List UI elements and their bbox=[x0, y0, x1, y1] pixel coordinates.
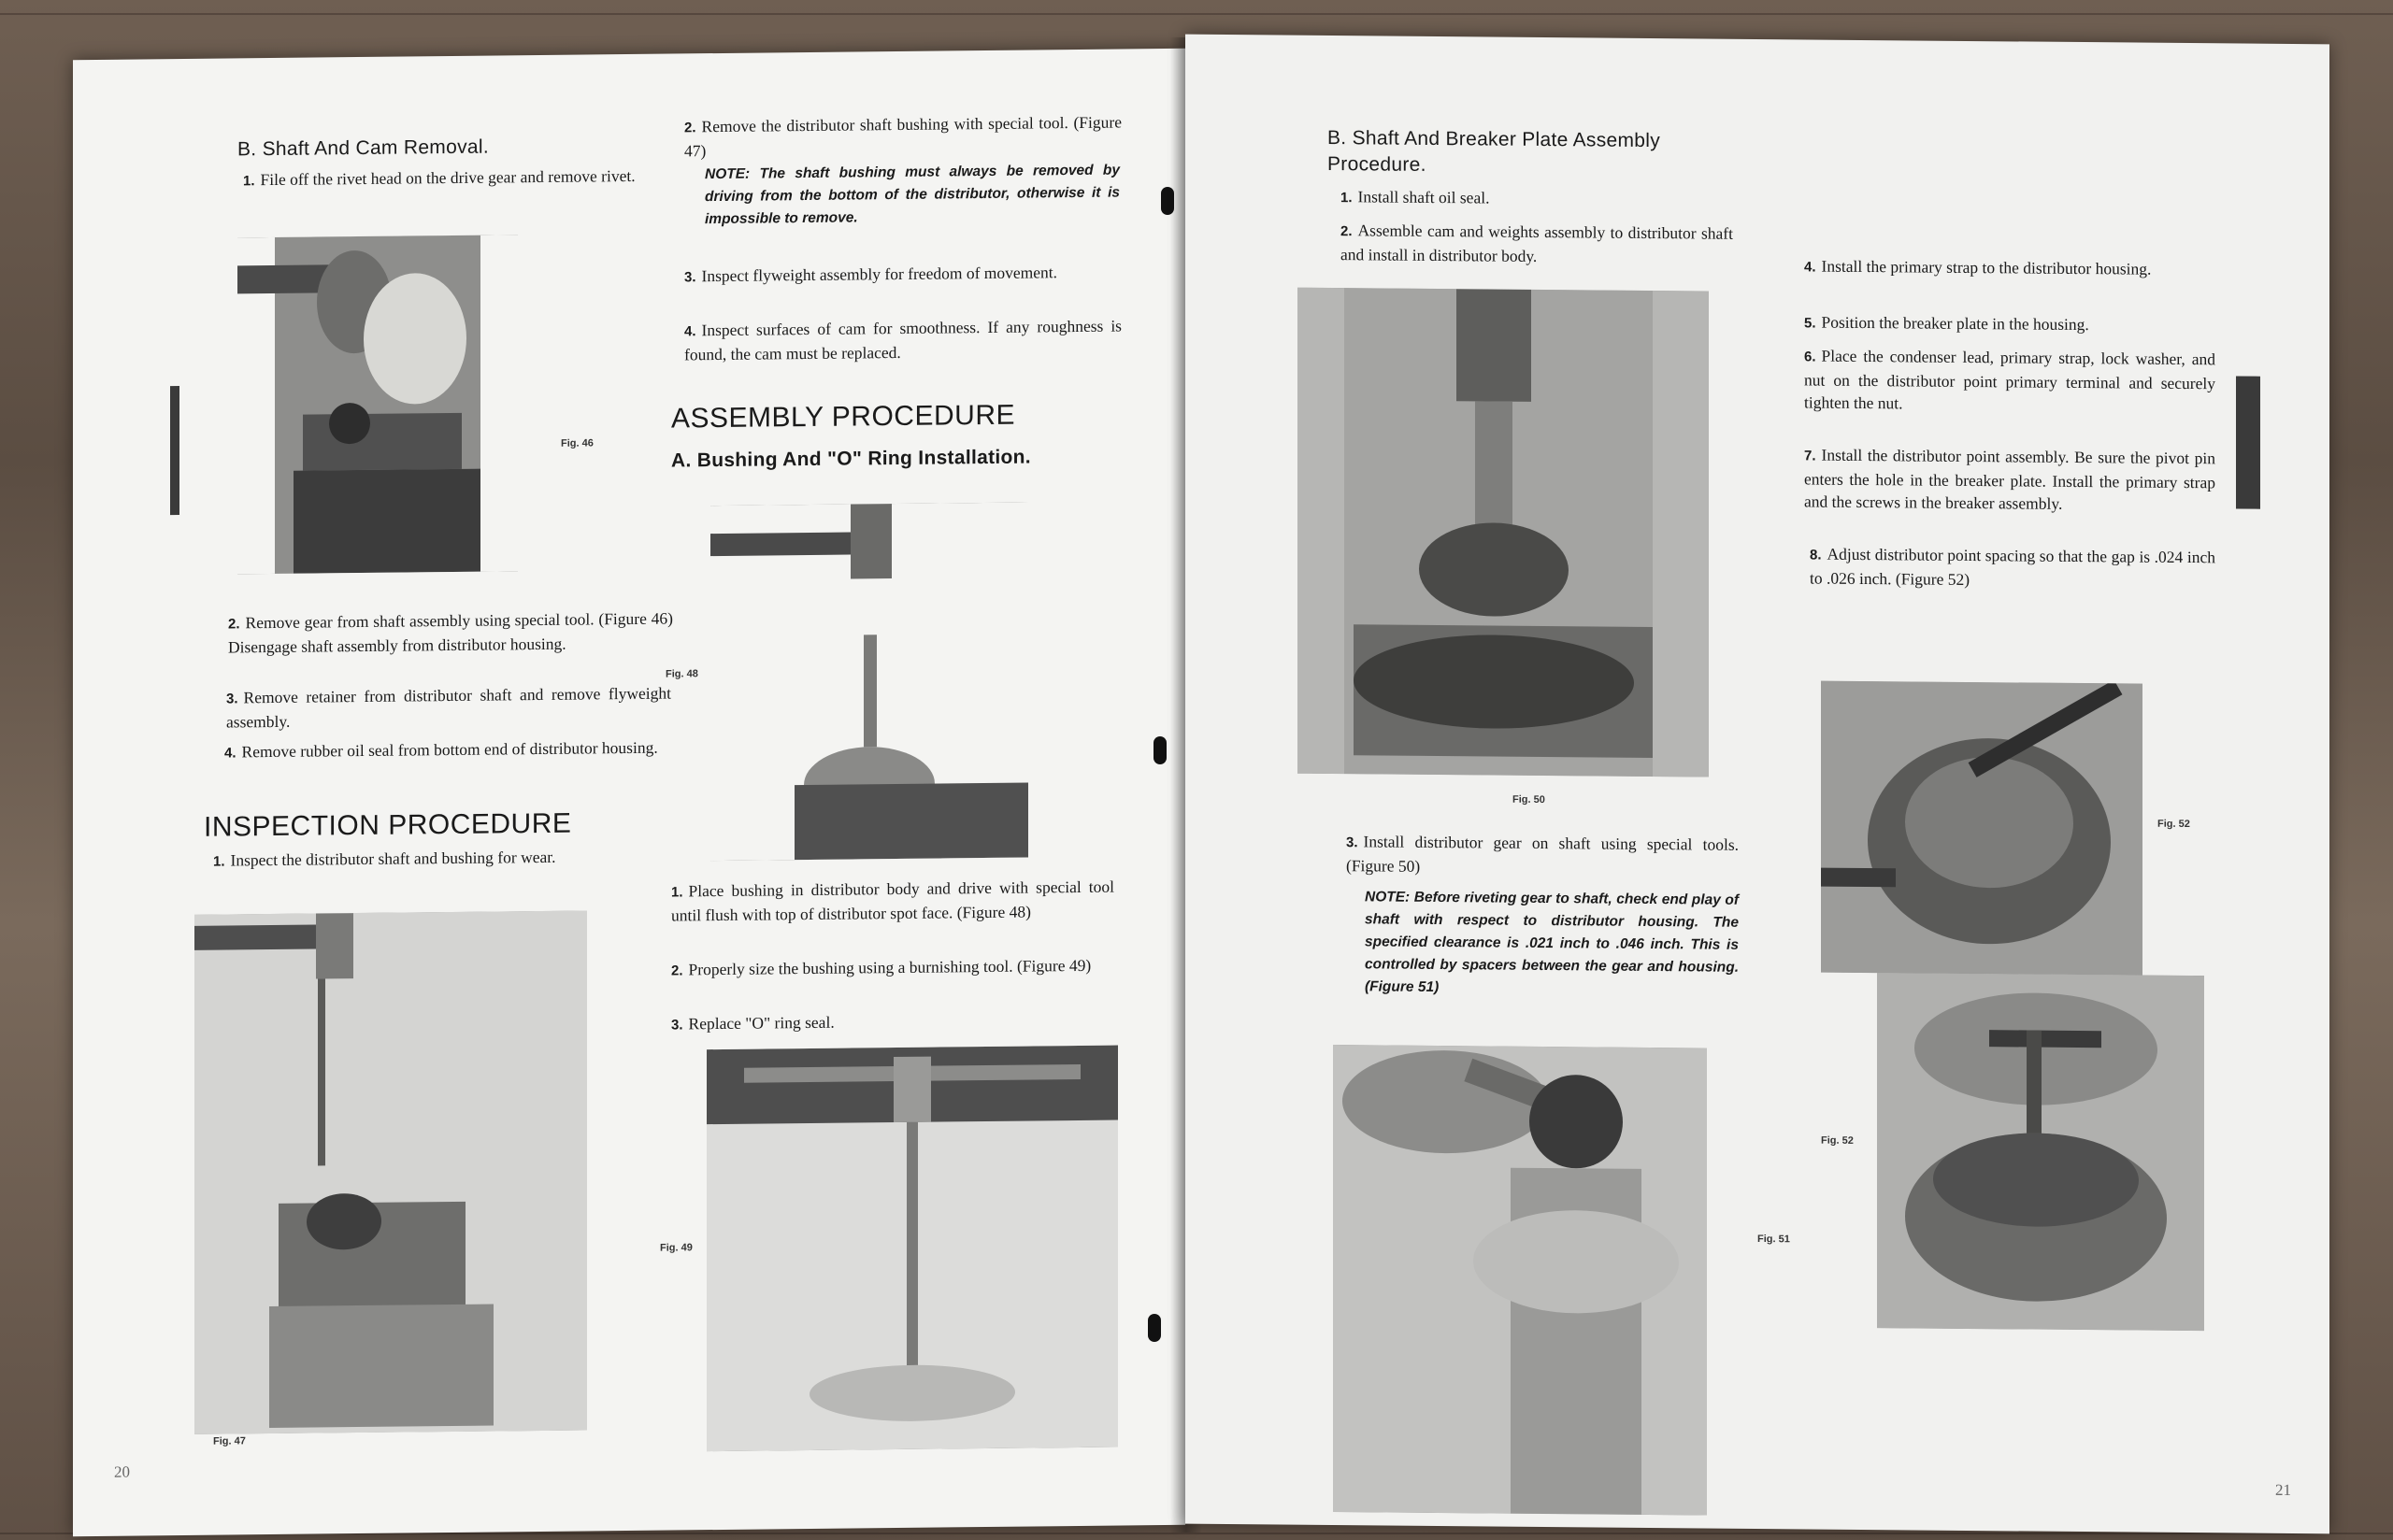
step-6: 6. Place the condenser lead, primary strap, lock washer, and nut on the distributor point primary terminal and securely tighten the nut. bbox=[1804, 346, 2215, 413]
step-8: 8. Adjust distributor point spacing so that the gap is .024 inch to .026 inch. (Figure 52) bbox=[1810, 544, 2215, 589]
figure-52a-caption: Fig. 52 bbox=[2157, 818, 2190, 831]
step-1: 1. File off the rivet head on the drive gear and remove rivet. bbox=[243, 165, 636, 190]
figure-49-photo bbox=[707, 1046, 1118, 1452]
step-4: 4. Install the primary strap to the distributor housing. bbox=[1804, 256, 2152, 278]
step-4-cam: 4. Inspect surfaces of cam for smoothness. If any roughness is found, the cam must be replaced. bbox=[684, 316, 1122, 364]
binding-hole bbox=[1148, 1314, 1161, 1342]
section-heading-shaft-breaker-plate: B. Shaft And Breaker Plate Assembly Procedure. bbox=[1327, 126, 1661, 176]
step-7: 7. Install the distributor point assembly. Be sure the pivot pin enters the hole in the breaker plate. Install the primary strap and the screws in the breaker assembly. bbox=[1804, 445, 2215, 513]
section-heading-bushing-oring: A. Bushing And "O" Ring Installation. bbox=[671, 446, 1031, 472]
figure-47-photo bbox=[194, 910, 587, 1433]
binding-hole bbox=[1161, 187, 1174, 215]
inspection-step-1: 1. Inspect the distributor shaft and bushing for wear. bbox=[213, 847, 556, 870]
assembly-step-3: 3. Replace "O" ring seal. bbox=[671, 1012, 835, 1034]
figure-47-caption: Fig. 47 bbox=[213, 1435, 246, 1447]
assembly-procedure-heading: ASSEMBLY PROCEDURE bbox=[671, 399, 1015, 435]
figure-50-photo bbox=[1297, 288, 1709, 777]
step-2: 2. Remove gear from shaft assembly using special tool. (Figure 46) Disengage shaft assembly from distributor housing. bbox=[228, 608, 673, 657]
step-4: 4. Remove rubber oil seal from bottom end of distributor housing. bbox=[224, 737, 658, 762]
step-2-bushing-removal: 2. Remove the distributor shaft bushing with special tool. (Figure 47) bbox=[684, 112, 1122, 161]
right-page bbox=[1185, 35, 2329, 1534]
page-tab-marker bbox=[2236, 376, 2260, 508]
page-tab-marker bbox=[170, 386, 179, 515]
step-3-flyweight: 3. Inspect flyweight assembly for freedom of movement. bbox=[684, 263, 1058, 286]
inspection-procedure-heading: INSPECTION PROCEDURE bbox=[204, 807, 572, 843]
step-5: 5. Position the breaker plate in the housing. bbox=[1804, 312, 2089, 335]
page-number-left: 20 bbox=[114, 1462, 130, 1481]
assembly-step-2: 2. Properly size the bushing using a burnishing tool. (Figure 49) bbox=[671, 955, 1092, 979]
step-3: 3. Remove retainer from distributor shaft and remove flyweight assembly. bbox=[226, 683, 671, 732]
figure-52b-caption: Fig. 52 bbox=[1821, 1134, 1854, 1147]
figure-48-photo bbox=[710, 503, 1028, 862]
figure-51-photo bbox=[1333, 1045, 1707, 1515]
left-page bbox=[73, 49, 1185, 1536]
figure-48-caption: Fig. 48 bbox=[666, 668, 698, 680]
figure-51-caption: Fig. 51 bbox=[1757, 1233, 1790, 1246]
step-1: 1. Install shaft oil seal. bbox=[1340, 187, 1490, 207]
figure-52b-photo bbox=[1877, 973, 2204, 1331]
figure-46-caption: Fig. 46 bbox=[561, 437, 594, 449]
step-3: 3. Install distributor gear on shaft using special tools. (Figure 50) bbox=[1346, 832, 1739, 876]
note-end-play: NOTE: Before riveting gear to shaft, check end play of shaft with respect to distributor housing. The specified clearance is .021 inch to .046 inch. This is controlled by spacers between the gear and housing. (Figure 51) bbox=[1365, 889, 1739, 996]
binding-hole bbox=[1154, 736, 1167, 764]
page-number-right: 21 bbox=[2275, 1480, 2291, 1499]
step-2: 2. Assemble cam and weights assembly to distributor shaft and install in distributor body. bbox=[1340, 221, 1733, 265]
figure-46-photo bbox=[237, 235, 518, 574]
section-heading-shaft-cam-removal: B. Shaft And Cam Removal. bbox=[237, 135, 489, 161]
figure-52a-photo bbox=[1821, 681, 2142, 976]
note-shaft-bushing: NOTE: The shaft bushing must always be removed by driving from the bottom of the distributor, otherwise it is impossible to remove. bbox=[705, 162, 1120, 228]
figure-50-caption: Fig. 50 bbox=[1512, 793, 1545, 806]
figure-49-caption: Fig. 49 bbox=[660, 1242, 693, 1254]
assembly-step-1: 1. Place bushing in distributor body and drive with special tool until flush with top of distributor spot face. (Figure 48) bbox=[671, 877, 1114, 925]
